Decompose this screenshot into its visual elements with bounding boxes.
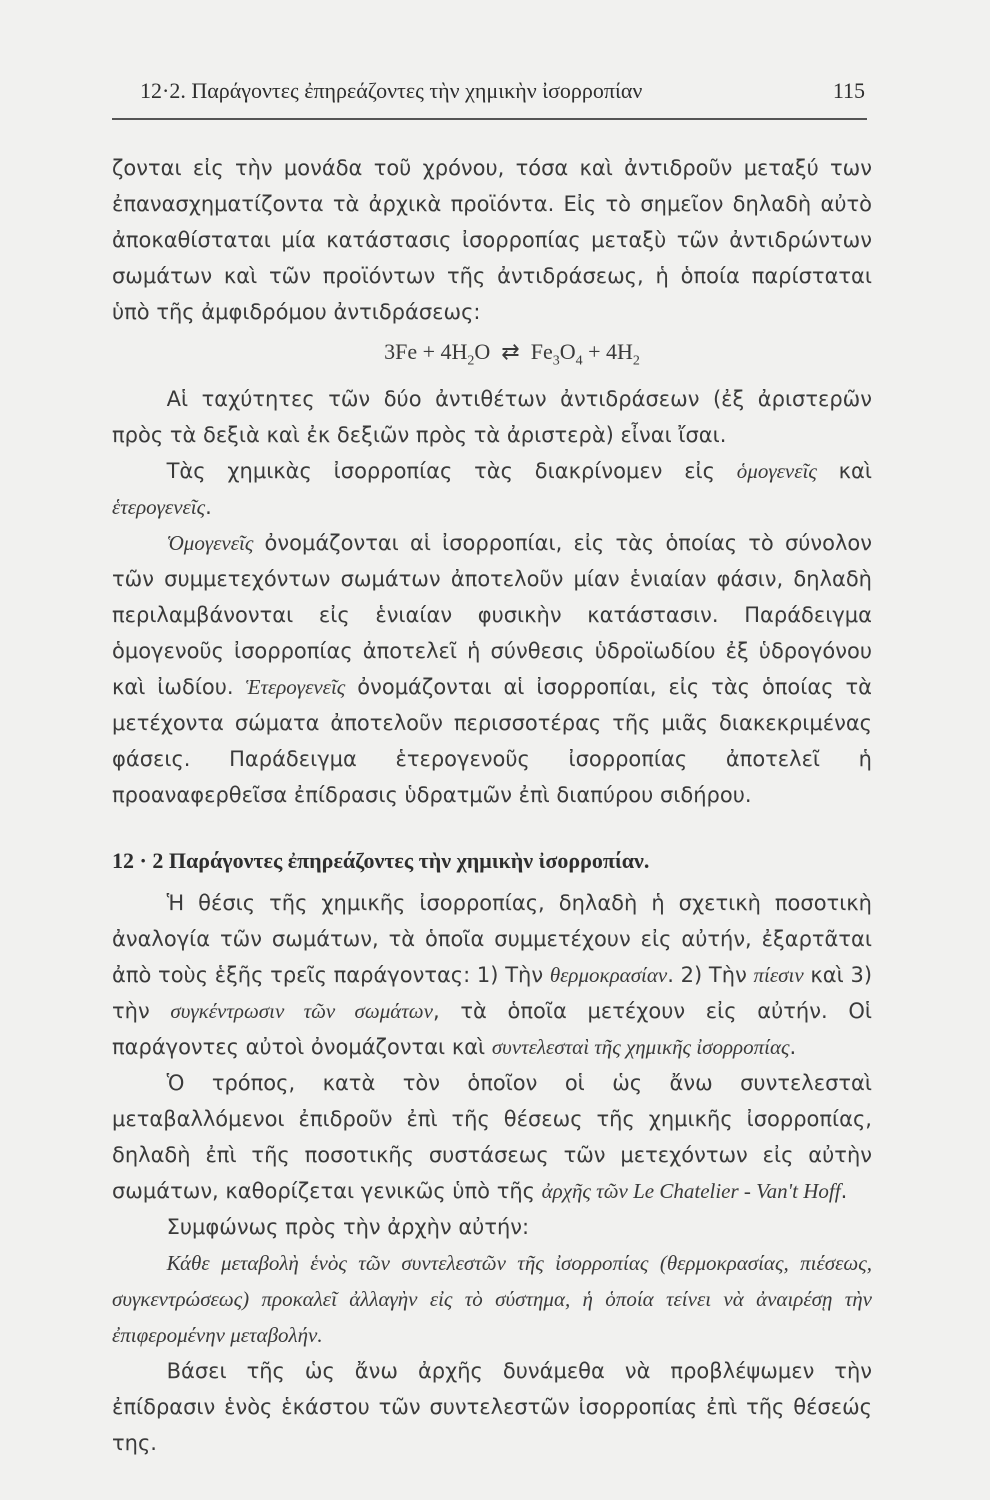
paragraph: Ὁ τρόπος, κατὰ τὸν ὁποῖον οἱ ὡς ἄνω συντελεσταὶ μεταβαλλόμενοι ἐπιδροῦν ἐπὶ τῆς θέσεως τῆς χημικῆς ἰσορροπίας, δηλαδὴ ἐπὶ τῆς ποσοτικῆς συστάσεως τῶν μετεχόντων εἰς αὐτὴν σωμάτων, καθορίζεται γενικῶς ὑπὸ τῆς ἀρχῆς τῶν Le Chatelier - Van't Hoff. (112, 1071, 872, 1204)
chemical-equation: $3Fe + 4H_2O$ ⇄ $Fe_3O_4 + 4H_2$ (384, 339, 640, 369)
paragraph: Τὰς χημικὰς ἰσορροπίας τὰς διακρίνομεν εἰς ὁμογενεῖς καὶ ἑτερογενεῖς. (112, 459, 872, 520)
page-number: 115 (832, 78, 865, 103)
paragraph: Συμφώνως πρὸς τὴν ἀρχὴν αὐτήν: (166, 1215, 530, 1240)
paragraph: Αἱ ταχύτητες τῶν δύο ἀντιθέτων ἀντιδράσεων (ἐξ ἀριστερῶν πρὸς τὰ δεξιὰ καὶ ἐκ δεξιῶν πρὸς τὰ ἀριστερὰ) εἶναι ἴσαι. (112, 387, 872, 448)
header-title: 12·2. Παράγοντες ἐπηρεάζοντες τὴν χημικὴν ἰσορροπίαν (140, 78, 643, 103)
body-text (112, 150, 872, 1461)
header-rule (112, 118, 867, 120)
section-heading: 12 · 2 Παράγοντες ἐπηρεάζοντες τὴν χημικὴν ἰσορροπίαν. (112, 848, 650, 874)
running-header (140, 78, 865, 104)
paragraph: Ὁμογενεῖς ὀνομάζονται αἱ ἰσορροπίαι, εἰς τὰς ὁποίας τὸ σύνολον τῶν συμμετεχόντων σωμάτων ἀποτελοῦν μίαν ἑνιαίαν φάσιν, δηλαδὴ περιλαμβάνονται εἰς ἑνιαίαν φυσικὴν κατάστασιν. Παράδειγμα ὁμογενοῦς ἰσορροπίας ἀποτελεῖ ἡ σύνθεσις ὑδροϊωδίου ἐξ ὑδρογόνου καὶ ἰωδίου. Ἑτερογενεῖς ὀνομάζονται αἱ ἰσορροπίαι, εἰς τὰς ὁποίας τὰ μετέχοντα σώματα ἀποτελοῦν περισσοτέρας τῆς μιᾶς διακεκριμένας φάσεις. Παράδειγμα ἑτερογενοῦς ἰσορροπίας ἀποτελεῖ ἡ προαναφερθεῖσα ἐπίδρασις ὑδρατμῶν ἐπὶ διαπύρου σιδήρου. (112, 531, 872, 808)
equilibrium-arrow-icon: ⇄ (501, 339, 520, 364)
principle-statement: Κάθε μεταβολὴ ἑνὸς τῶν συντελεστῶν τῆς ἰσορροπίας (θερμοκρασίας, πιέσεως, συγκεντρώσεως) προκαλεῖ ἀλλαγὴν εἰς τὸ σύστημα, ἡ ὁποία τείνει νὰ ἀναιρέσῃ τὴν ἐπιφερομένην μεταβολήν. (112, 1251, 872, 1348)
paragraph: ζονται εἰς τὴν μονάδα τοῦ χρόνου, τόσα καὶ ἀντιδροῦν μεταξύ των ἐπανασχηματίζοντα τὰ ἀρχικὰ προϊόντα. Εἰς τὸ σημεῖον δηλαδὴ αὐτὸ ἀποκαθίσταται μία κατάστασις ἰσορροπίας μεταξὺ τῶν ἀντιδρώντων σωμάτων καὶ τῶν προϊόντων τῆς ἀντιδράσεως, ἡ ὁποία παρίσταται ὑπὸ τῆς ἀμφιδρόμου ἀντιδράσεως: (112, 156, 872, 324)
paragraph: Βάσει τῆς ὡς ἄνω ἀρχῆς δυνάμεθα νὰ προβλέψωμεν τὴν ἐπίδρασιν ἑνὸς ἑκάστου τῶν συντελεστῶν ἰσορροπίας ἐπὶ τῆς θέσεώς της. (112, 1359, 872, 1456)
paragraph: Ἡ θέσις τῆς χημικῆς ἰσορροπίας, δηλαδὴ ἡ σχετικὴ ποσοτικὴ ἀναλογία τῶν σωμάτων, τὰ ὁποῖα συμμετέχουν εἰς αὐτήν, ἐξαρτᾶται ἀπὸ τοὺς ἑξῆς τρεῖς παράγοντας: 1) Τὴν θερμοκρασίαν. 2) Τὴν πίεσιν καὶ 3) τὴν συγκέντρωσιν τῶν σωμάτων, τὰ ὁποῖα μετέχουν εἰς αὐτήν. Οἱ παράγοντες αὐτοὶ ὀνομάζονται καὶ συντελεσταὶ τῆς χημικῆς ἰσορροπίας. (112, 891, 873, 1060)
